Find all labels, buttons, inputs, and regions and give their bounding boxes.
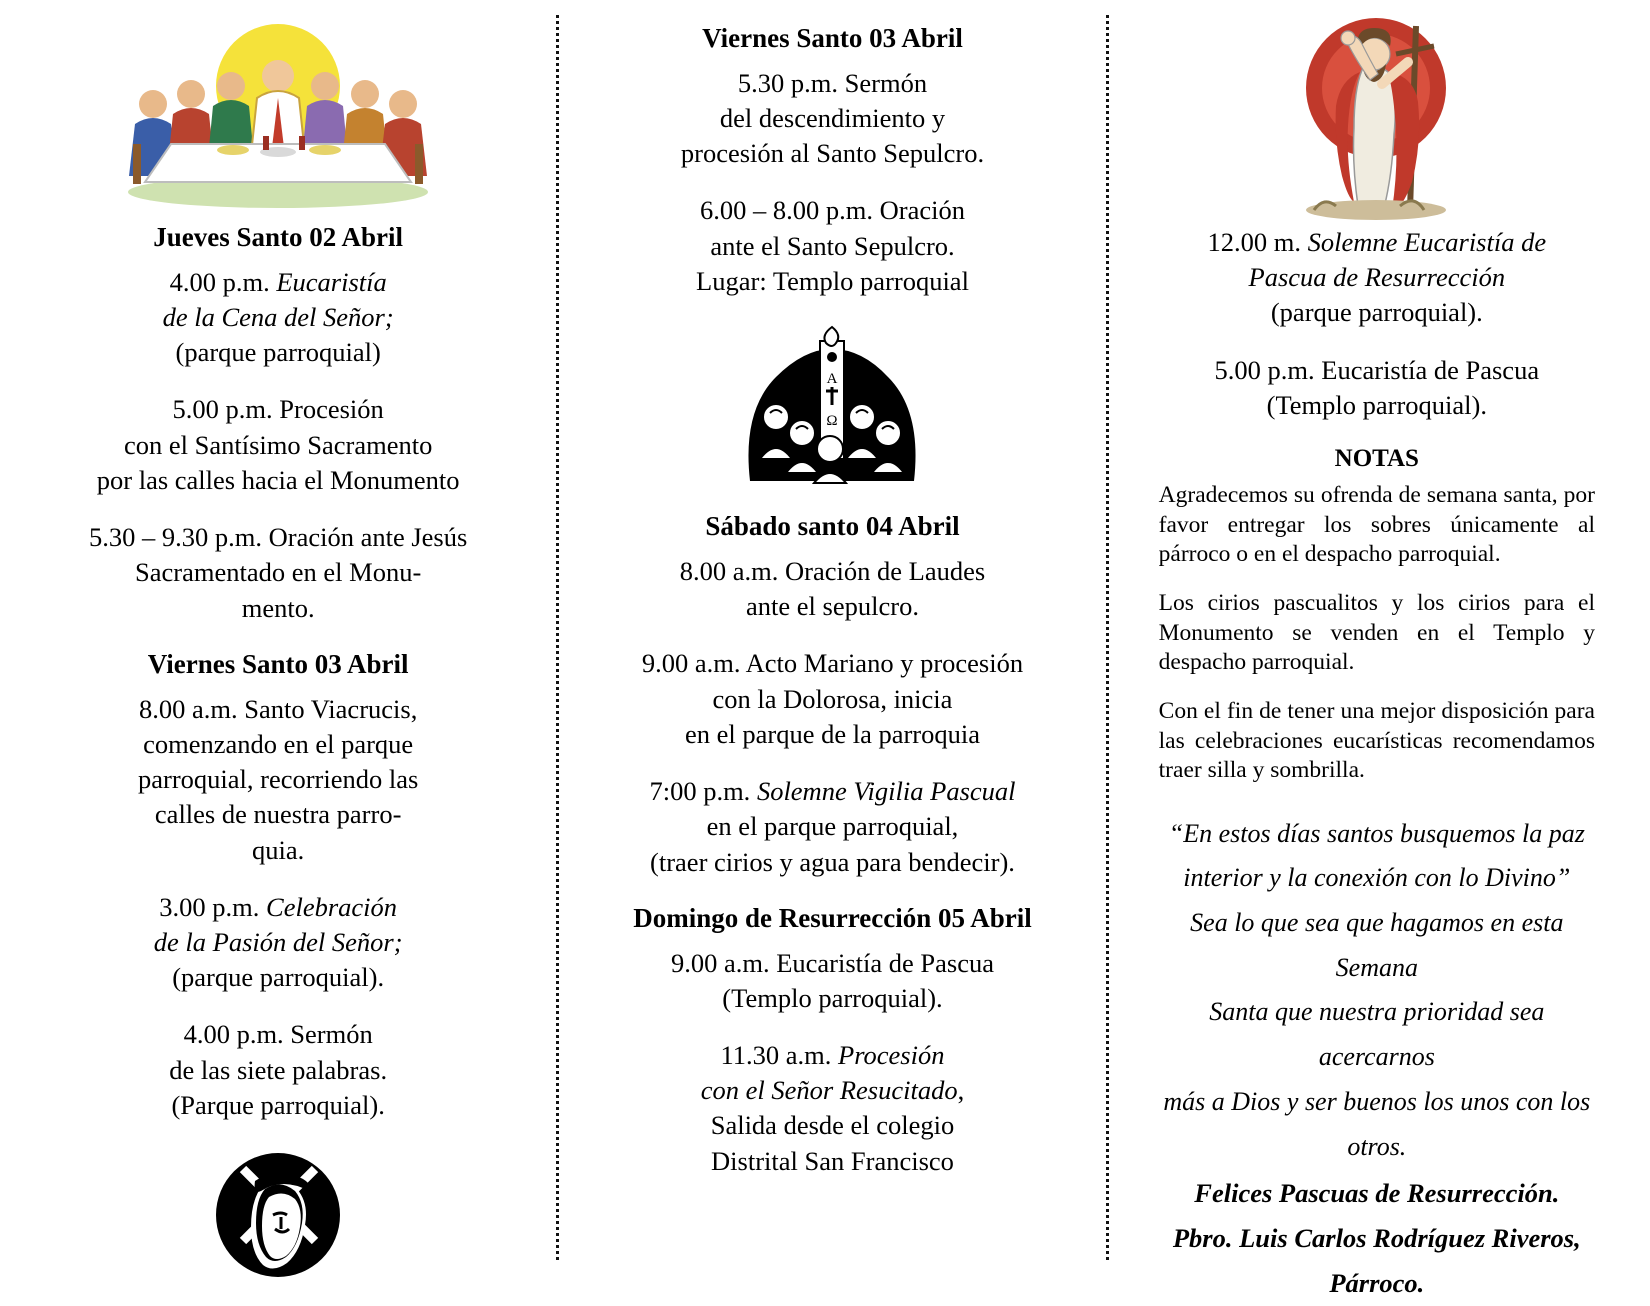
event-line: en el parque parroquial, <box>706 811 959 842</box>
quote-line: más a Dios y ser buenos los unos con los <box>1163 1086 1591 1116</box>
event-line: Distrital San Francisco <box>711 1145 954 1176</box>
event-line: mento. <box>241 592 315 623</box>
event-viacrucis <box>60 692 496 868</box>
event-eucaristia-cena <box>60 265 496 371</box>
day-title-jueves-santo: Jueves Santo 02 Abril <box>153 222 404 252</box>
event-line: (Parque parroquial). <box>171 1089 385 1120</box>
panel-right <box>1109 0 1650 1299</box>
event-line: (Templo parroquial). <box>722 982 943 1013</box>
quote-line: otros. <box>1347 1131 1407 1161</box>
svg-text:A: A <box>827 371 838 388</box>
easter-vigil-candle-illustration <box>732 321 932 496</box>
event-laudes <box>614 554 1050 624</box>
event-line: , <box>957 1075 965 1106</box>
note-silla-sombrilla: Con el fin de tener una mejor disposición para las celebraciones eucarísticas recomendamos traer silla y sombrilla. <box>1158 698 1595 784</box>
event-vigilia-pascual <box>614 774 1050 880</box>
panel-middle <box>559 0 1105 1275</box>
event-line: en el parque de la parroquia <box>684 718 981 749</box>
event-oracion-monumento <box>60 520 496 626</box>
event-eucaristia-pascua-5pm <box>1159 353 1595 423</box>
event-line-italic: Pascua de Resurrección <box>1248 262 1506 293</box>
event-line: (parque parroquial). <box>172 962 385 993</box>
signature-block <box>1159 1171 1595 1306</box>
event-line-italic: Procesión <box>838 1040 945 1070</box>
event-line: 5.30 – 9.30 p.m. Oración ante Jesús <box>89 522 468 553</box>
svg-text:Ω: Ω <box>826 413 839 430</box>
event-line: 9.00 a.m. Eucaristía de Pascua <box>670 947 995 978</box>
event-line: por las calles hacia el Monumento <box>96 464 460 495</box>
event-line: 8.00 a.m. Santo Viacrucis, <box>139 693 418 724</box>
event-line: (parque parroquial) <box>175 337 381 368</box>
face-of-christ-illustration <box>203 1145 353 1280</box>
event-line: Salida desde el colegio <box>710 1110 955 1141</box>
event-line: con el Santísimo Sacramento <box>123 429 433 460</box>
event-line: 4.00 p.m. <box>169 266 277 297</box>
day-title-viernes-santo-mid: Viernes Santo 03 Abril <box>702 23 963 53</box>
day-title-viernes-santo: Viernes Santo 03 Abril <box>147 648 409 679</box>
event-line-italic: Solemne Eucaristía de <box>1307 227 1547 257</box>
quote-line: “En estos días santos busquemos la paz <box>1168 818 1585 848</box>
event-line: 9.00 a.m. Acto Mariano y procesión <box>641 648 1024 679</box>
event-line: 6.00 – 8.00 p.m. Oración <box>700 195 965 226</box>
quote-line: Sea lo que sea que hagamos en esta Semana <box>1190 907 1564 982</box>
quote-line: Santa que nuestra prioridad sea acercarnos <box>1209 997 1545 1072</box>
event-line: 11.30 a.m. <box>720 1040 839 1070</box>
event-line: 8.00 a.m. Oración de Laudes <box>679 555 986 586</box>
event-line-italic: de la Cena del Señor; <box>162 301 394 332</box>
closing-quote <box>1159 812 1595 1170</box>
event-line: procesión al Santo Sepulcro. <box>680 138 985 169</box>
signature-line: Párroco. <box>1329 1268 1425 1299</box>
event-procesion-resucitado <box>614 1038 1050 1179</box>
event-acto-mariano <box>614 646 1050 752</box>
event-line: 7:00 p.m. <box>649 776 757 807</box>
event-sermon-siete-palabras <box>60 1017 496 1123</box>
event-line-italic: Celebración <box>266 891 398 922</box>
event-line-italic: Solemne Vigilia Pascual <box>756 776 1016 807</box>
note-ofrenda: Agradecemos su ofrenda de semana santa, por favor entregar los sobres únicamente al párroco o en el despacho parroquial. <box>1158 482 1595 567</box>
last-supper-illustration <box>113 24 443 209</box>
event-line-italic: con el Señor Resucitado <box>700 1075 958 1106</box>
event-line-italic: de la Pasión del Señor; <box>153 927 403 958</box>
event-line: 5.00 p.m. Eucaristía de Pascua <box>1214 354 1540 385</box>
event-line: ante el Santo Sepulcro. <box>710 230 955 261</box>
event-line: del descendimiento y <box>719 102 946 133</box>
event-line: de las siete palabras. <box>169 1054 388 1085</box>
panel-left <box>0 0 556 1275</box>
event-line: calles de nuestra parro- <box>154 799 402 830</box>
event-solemne-eucaristia <box>1159 225 1595 331</box>
event-line: 3.00 p.m. <box>159 891 267 922</box>
day-title-sabado-santo: Sábado santo 04 Abril <box>705 511 960 542</box>
risen-christ-illustration <box>1284 10 1469 225</box>
event-line: 5.00 p.m. Procesión <box>172 394 384 425</box>
event-oracion-sepulcro <box>614 193 1050 299</box>
event-line: 5.30 p.m. Sermón <box>737 67 928 98</box>
event-line: parroquial, recorriendo las <box>137 764 419 795</box>
event-line: (traer cirios y agua para bendecir). <box>650 846 1015 877</box>
event-eucaristia-pascua-9am <box>614 946 1050 1016</box>
event-line: (parque parroquial). <box>1270 297 1483 328</box>
event-line: 4.00 p.m. Sermón <box>183 1019 373 1050</box>
event-celebracion-pasion <box>60 890 496 996</box>
event-line: (Templo parroquial). <box>1266 389 1487 420</box>
signature-line: Pbro. Luis Carlos Rodríguez Riveros, <box>1172 1223 1581 1254</box>
note-cirios: Los cirios pascualitos y los cirios para el Monumento se venden en el Templo y despacho parroquial. <box>1158 590 1595 676</box>
event-sermon-descendimiento <box>614 66 1050 172</box>
event-line: Sacramentado en el Monu- <box>135 557 422 588</box>
event-line: quia. <box>252 834 305 865</box>
signature-line: Felices Pascuas de Resurrección. <box>1194 1178 1560 1209</box>
event-line-italic: Eucaristía <box>276 266 387 297</box>
event-line: Lugar: Templo parroquial <box>696 265 969 296</box>
day-title-domingo-resurreccion: Domingo de Resurrección 05 Abril <box>633 902 1032 933</box>
event-line: comenzando en el parque <box>143 728 414 759</box>
event-line: 12.00 m. <box>1207 227 1308 257</box>
quote-line: interior y la conexión con lo Divino” <box>1183 863 1571 893</box>
notes-title: NOTAS <box>1334 445 1419 473</box>
event-line: ante el sepulcro. <box>746 591 919 622</box>
event-line: con la Dolorosa, inicia <box>712 683 953 714</box>
event-procesion-santisimo <box>60 392 496 498</box>
